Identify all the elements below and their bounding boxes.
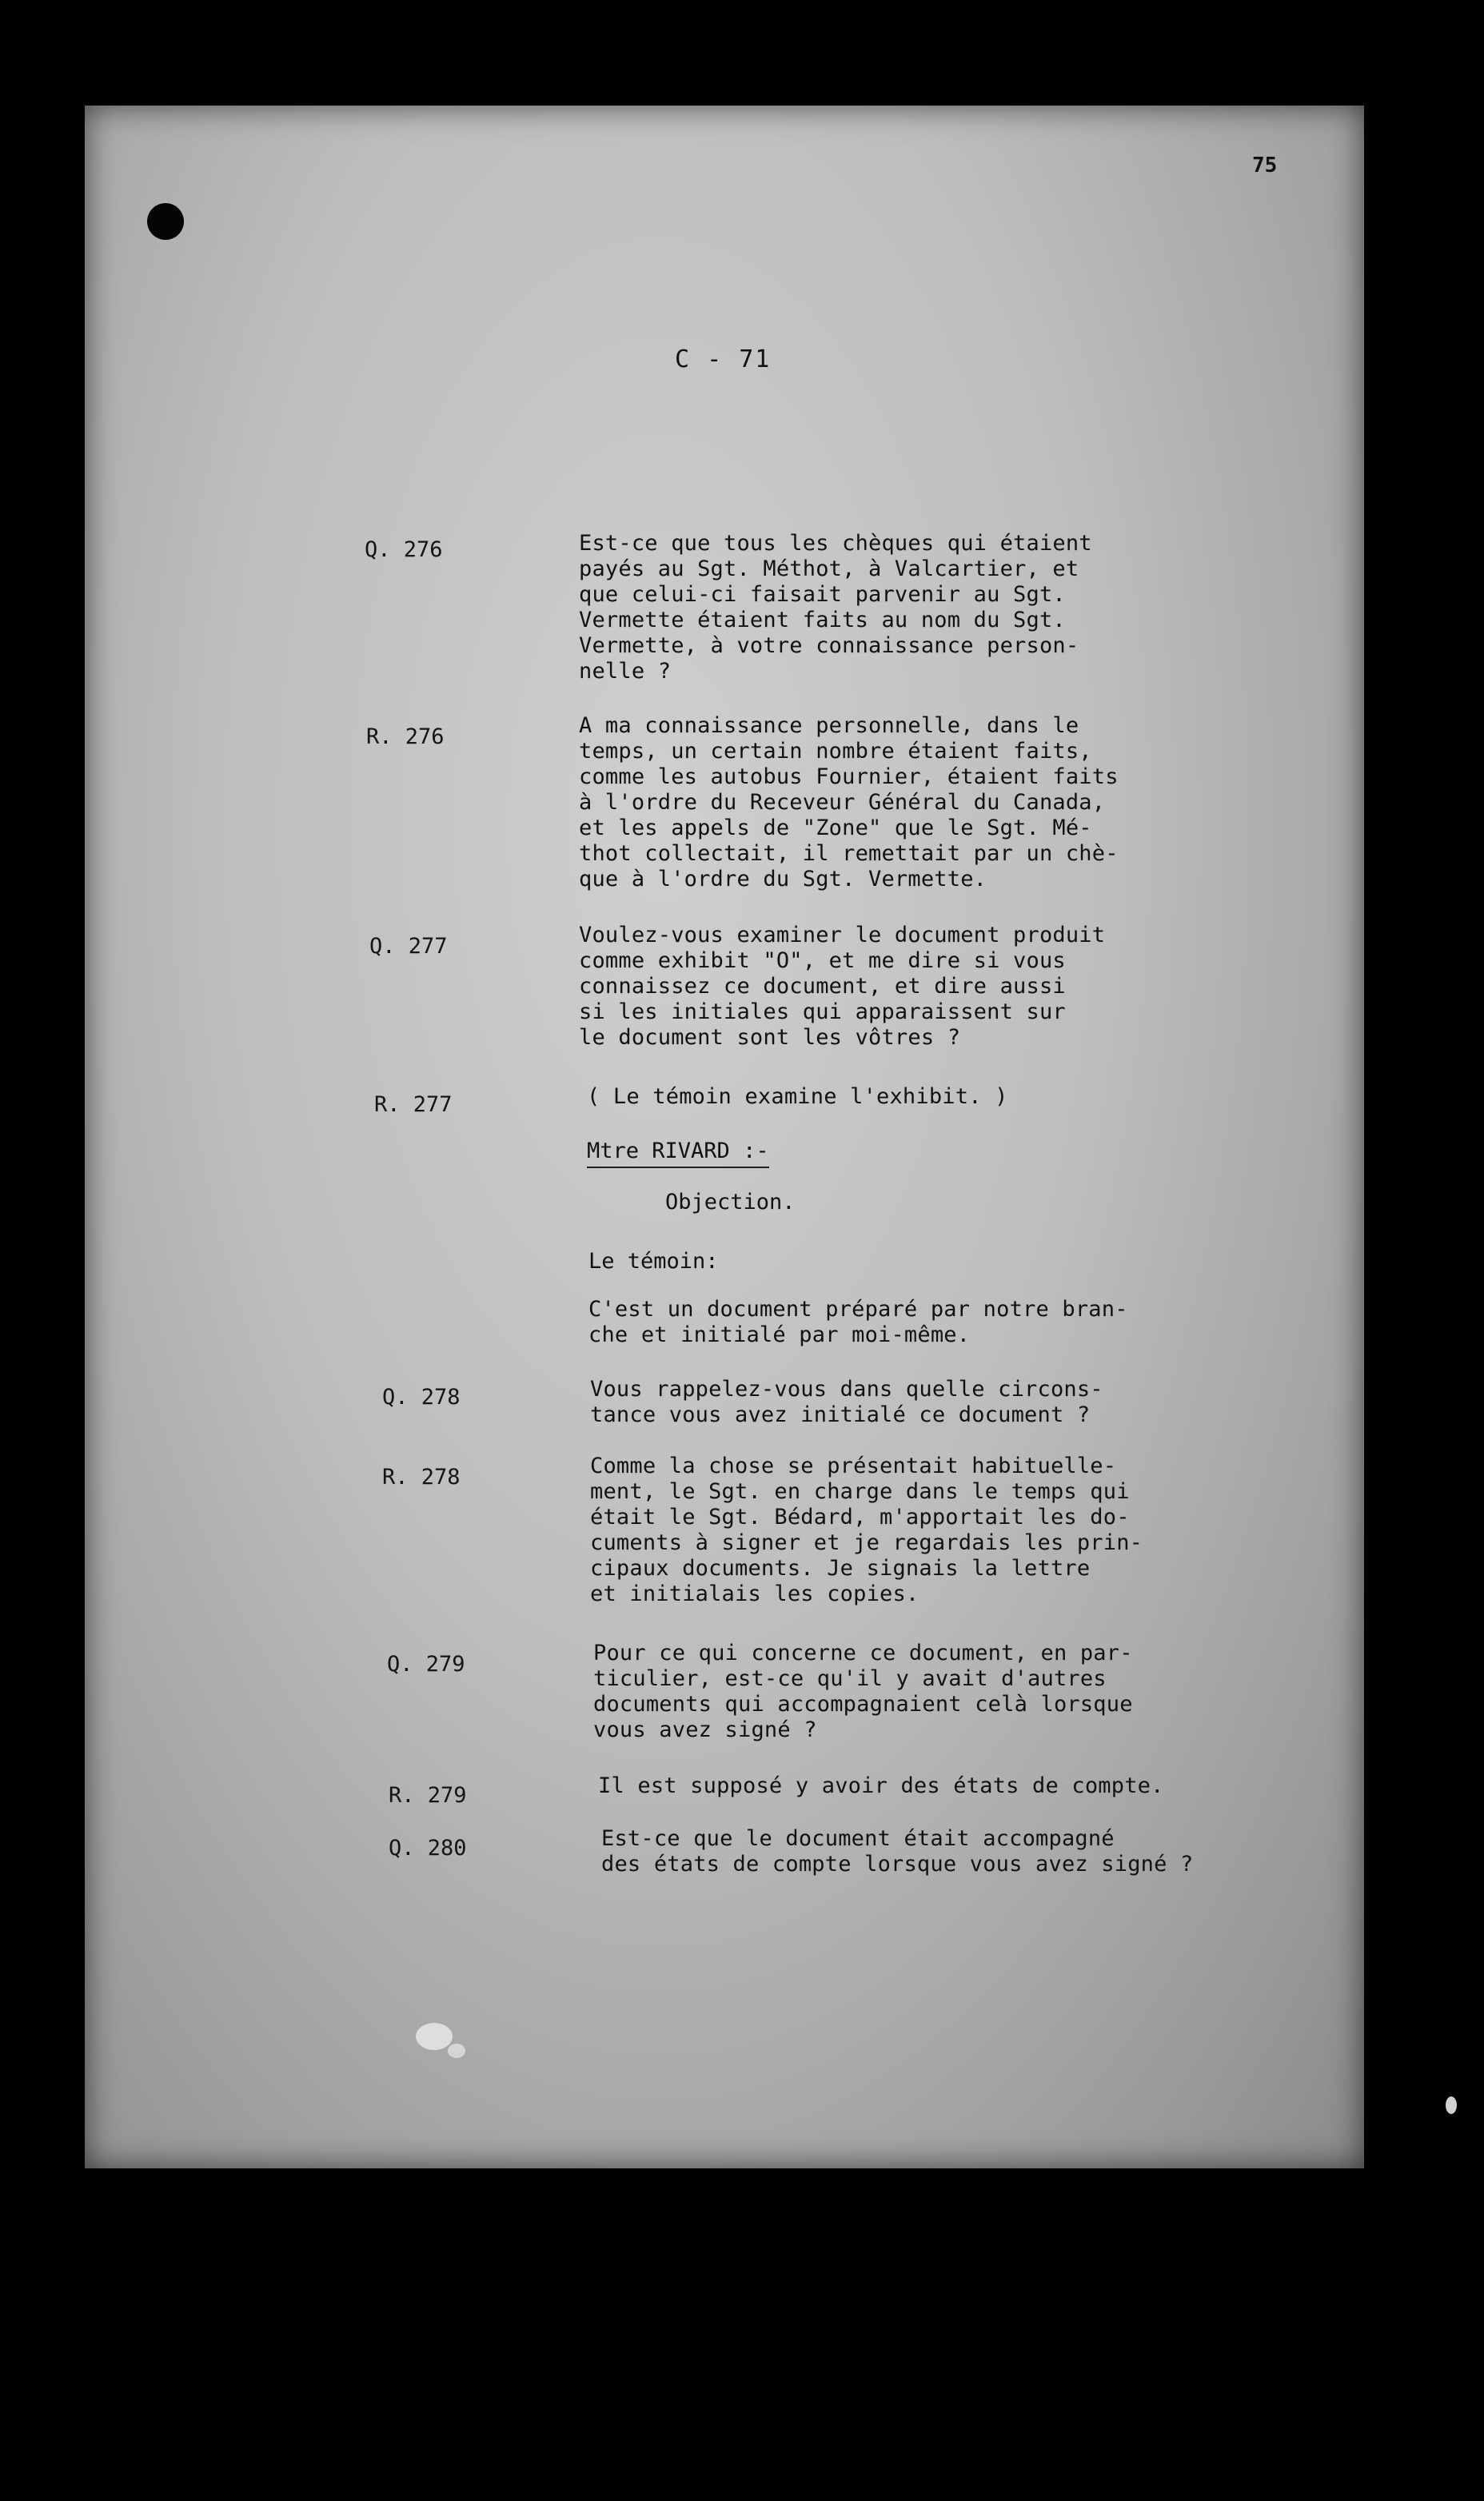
entry-text-q279: Pour ce qui concerne ce document, en par- ticulier, est-ce qu'il y avait d'autres documents qui accompagnaient celà lorsque vous avez signé ? — [593, 1641, 1133, 1742]
entry-text-r278: Comme la chose se présentait habituelle- ment, le Sgt. en charge dans le temps qui était le Sgt. Bédard, m'apportait les do- cuments à signer et je regardais les prin- cipaux documents. Je signais la lettre et initialais les copies. — [590, 1454, 1143, 1606]
objection-text: Objection. — [665, 1190, 796, 1215]
entry-text-q280: Est-ce que le document était accompagné des états de compte lorsque vous avez signé ? — [601, 1826, 1194, 1877]
entry-text-r276: A ma connaissance personnelle, dans le temps, un certain nombre étaient faits, comme les autobus Fournier, étaient faits à l'ordre du Receveur Général du Canada, et les appels de "Zone" que le Sgt. Mé- thot collectait, il remettait par un chè- que à l'ordre du Sgt. Vermette. — [579, 713, 1119, 892]
entry-label-r278: R. 278 — [382, 1465, 461, 1490]
entry-label-r279: R. 279 — [389, 1783, 467, 1808]
entry-label-q280: Q. 280 — [389, 1836, 467, 1861]
entry-text-q278: Vous rappelez-vous dans quelle circons- tance vous avez initialé ce document ? — [590, 1377, 1103, 1427]
entry-text-q277: Voulez-vous examiner le document produit comme exhibit "O", et me dire si vous connaissez ce document, et dire aussi si les initiales qui apparaissent sur le document sont les vôtres ? — [579, 923, 1106, 1050]
entry-text-r279: Il est supposé y avoir des états de compte. — [598, 1773, 1164, 1798]
witness-label: Le témoin: — [588, 1249, 719, 1274]
punch-hole — [147, 203, 184, 240]
folio-heading: C - 71 — [675, 345, 772, 373]
page-number: 75 — [1252, 154, 1278, 178]
scan-speck — [416, 2023, 453, 2050]
entry-label-q279: Q. 279 — [387, 1652, 465, 1677]
entry-label-q277: Q. 277 — [369, 934, 448, 959]
scan-speck — [448, 2044, 465, 2058]
speaker-heading: Mtre RIVARD :- — [587, 1139, 769, 1168]
entry-label-q278: Q. 278 — [382, 1385, 461, 1410]
entry-text-q276: Est-ce que tous les chèques qui étaient payés au Sgt. Méthot, à Valcartier, et que celui-ci faisait parvenir au Sgt. Vermette étaient faits au nom du Sgt. Vermette, à votre connaissance person- nelle ? — [579, 531, 1092, 684]
witness-answer-text: C'est un document préparé par notre bran- che et initialé par moi-même. — [588, 1297, 1128, 1347]
entry-label-r277: R. 277 — [374, 1092, 453, 1117]
entry-label-q276: Q. 276 — [365, 537, 443, 562]
entry-text-r277: ( Le témoin examine l'exhibit. ) — [587, 1084, 1008, 1109]
entry-label-r276: R. 276 — [366, 724, 445, 749]
scan-speck — [1446, 2096, 1457, 2114]
